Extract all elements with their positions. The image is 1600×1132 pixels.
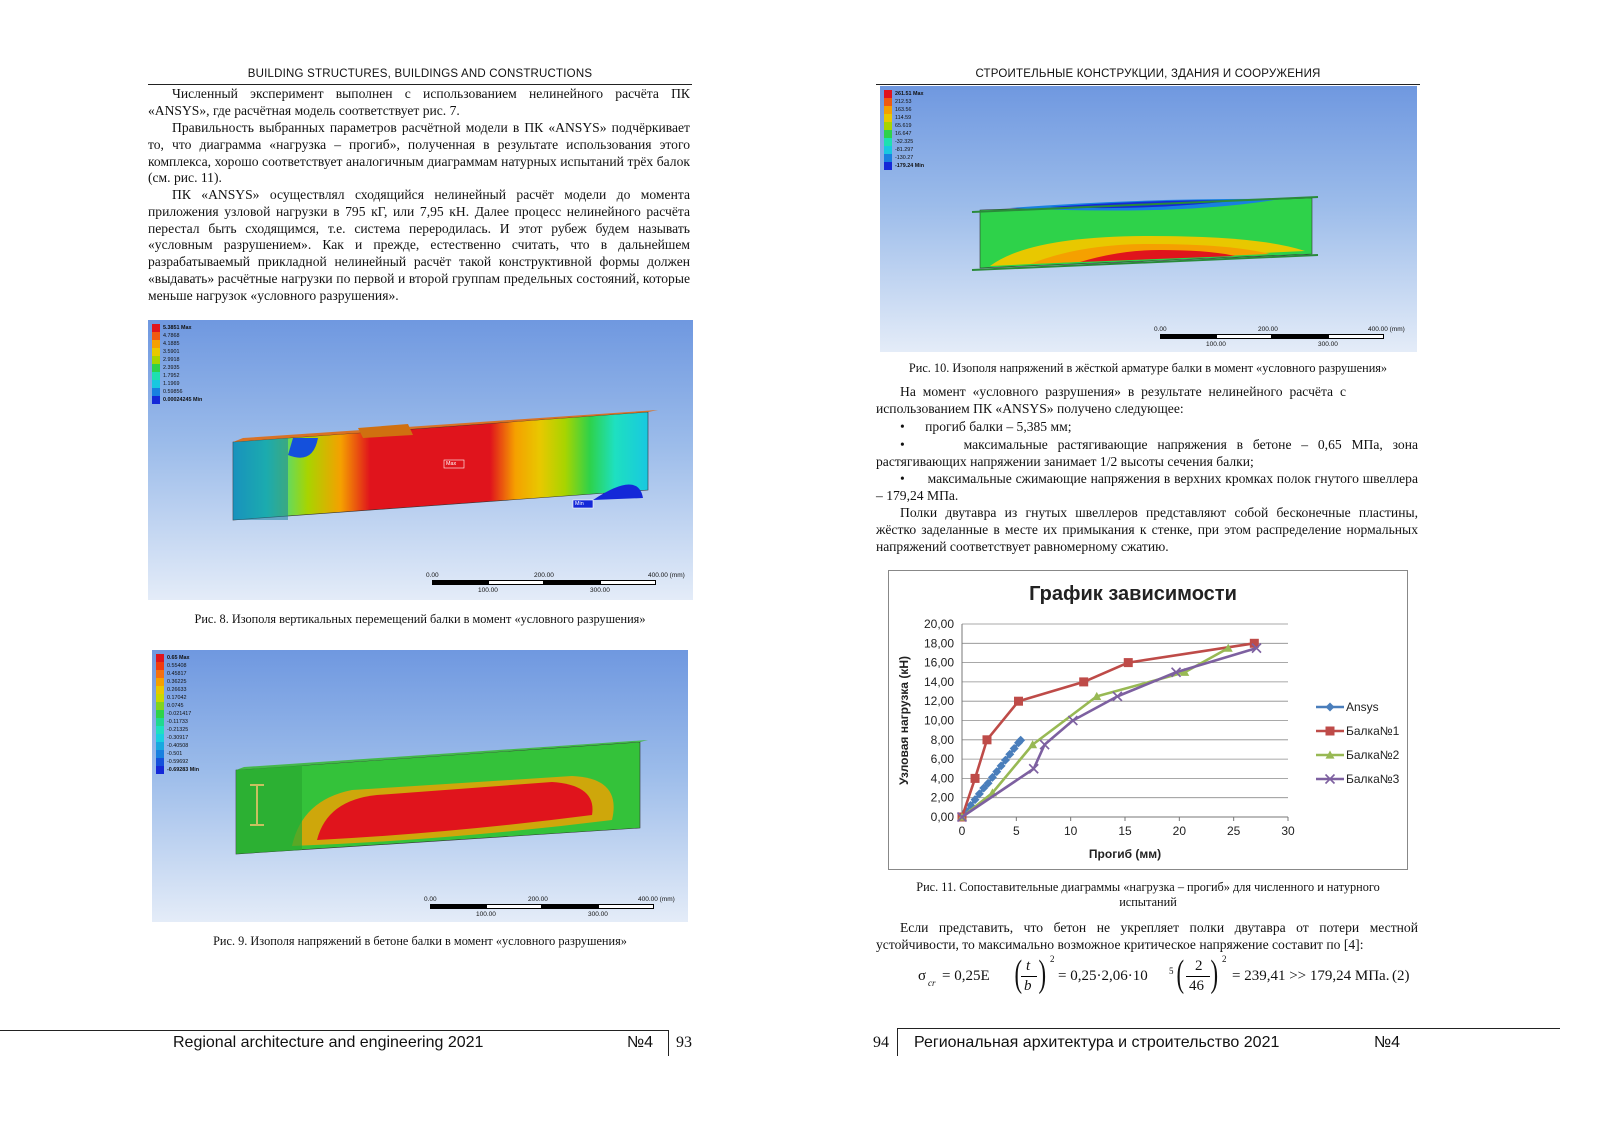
formula-exp2: 2	[1222, 954, 1227, 964]
results-item: • максимальные растягивающие напряжения в бетоне – 0,65 МПа, зона растягивающих напряжении занимает 1/2 высоты сечения балки;	[876, 436, 1419, 469]
fig9-beam	[152, 650, 688, 922]
fig9-scale-400: 400.00 (mm)	[638, 896, 675, 903]
legend-label: 0.0745	[167, 703, 184, 709]
formula-result: = 239,41 >> 179,24 МПа.	[1232, 968, 1390, 984]
legend-label: 212.53	[895, 99, 912, 105]
formula-subscript: cr	[928, 978, 936, 988]
fig10-caption: Рис. 10. Изополя напряжений в жёсткой арматуре балки в момент «условного разрушения»	[908, 361, 1388, 375]
legend-label: 0.65 Max	[167, 655, 190, 661]
fig9-scale-0: 0.00	[424, 896, 437, 903]
fig8-scale-400: 400.00 (mm)	[648, 572, 685, 579]
fig8-scale-200: 200.00	[534, 572, 554, 579]
legend-label: 65.619	[895, 123, 912, 129]
chart-frame	[889, 571, 1408, 870]
fig10-scale-0: 0.00	[1154, 326, 1167, 333]
legend-label: 2.3935	[163, 365, 180, 371]
legend-label: -81.297	[895, 147, 914, 153]
x-tick-label: 15	[1118, 824, 1132, 838]
right-flanges-paragraph: Полки двутавра из гнутых швеллеров представляют собой бесконечные пластины, жёстко заделанные в месте их примыкания к стенке, при этом распределение нормальных напряжений соответствует равномерному сжатию.	[876, 505, 1418, 554]
formula-exp10: 5	[1169, 966, 1174, 976]
fig9-scale-200: 200.00	[528, 896, 548, 903]
y-tick-label: 18,00	[923, 636, 954, 651]
legend-label: Балка№3	[1346, 772, 1400, 786]
legend-marker	[1326, 727, 1335, 736]
bullet-glyph: •	[900, 419, 926, 434]
legend-label: 0.55408	[167, 663, 187, 669]
left-footer-divider	[668, 1030, 669, 1056]
formula: σ cr = 0,25E ( t b ) 2 = 0,25·2,06·10 5 ( 2 46 ) 2 = 239,41 >> 179,24 МПа. (2)	[918, 953, 1410, 995]
legend-label: 0.00024245 Min	[163, 397, 203, 403]
left-footer-rule	[0, 1030, 668, 1031]
legend-label: 0.26633	[167, 687, 187, 693]
legend-label: -0.69283 Min	[167, 767, 200, 773]
fig9-image	[152, 650, 688, 922]
fig10-scale-100: 100.00	[1206, 341, 1226, 348]
fig9-scale-100: 100.00	[476, 911, 496, 918]
legend-label: 163.56	[895, 107, 912, 113]
legend-label: 1.1969	[163, 381, 180, 387]
legend-label: Балка№1	[1346, 724, 1400, 738]
fig10-scale-400: 400.00 (mm)	[1368, 326, 1405, 333]
legend-label: 1.7952	[163, 373, 180, 379]
y-tick-label: 20,00	[923, 617, 954, 631]
data-point	[1124, 658, 1133, 667]
results-item: • прогиб балки – 5,385 мм;	[900, 419, 1072, 434]
x-tick-label: 10	[1063, 824, 1078, 838]
right-critical-paragraph: Если представить, что бетон не укрепляет полки двутавра от потери местной устойчивости, то максимально возможное критическое напряжение составит по [4]:	[876, 920, 1418, 952]
right-footer-divider	[897, 1028, 898, 1056]
legend-label: 4.1885	[163, 341, 180, 347]
x-tick-label: 0	[958, 824, 966, 838]
right-footer-page-number: 94	[873, 1034, 889, 1051]
formula-part2: = 0,25·2,06·10	[1058, 968, 1148, 984]
y-tick-label: 14,00	[923, 674, 954, 689]
legend-label: -0.021417	[167, 711, 192, 717]
formula-den: 46	[1189, 978, 1204, 994]
formula-sigma: σ	[918, 968, 927, 984]
fig10-image	[880, 86, 1417, 352]
fig8-image	[148, 320, 693, 600]
legend-label: -0.30917	[167, 735, 189, 741]
x-tick-label: 30	[1281, 824, 1295, 838]
left-footer-journal: Regional architecture and engineering 2021	[173, 1034, 484, 1051]
right-intro-paragraph: На момент «условного разрушения» в результате нелинейного расчёта с использованием ПК «ANSYS» получено следующее:	[876, 384, 1346, 416]
results-list	[876, 419, 1418, 505]
bullet-glyph: •	[900, 471, 928, 487]
results-item: • максимальные сжимающие напряжения в верхних кромках полок гнутого швеллера – 179,24 МПа.	[876, 471, 1418, 504]
left-footer-issue: №4	[627, 1034, 654, 1051]
x-axis-label: Прогиб (мм)	[1088, 847, 1162, 861]
y-tick-label: 4,00	[930, 771, 954, 786]
fig10-steel-beam	[880, 86, 1417, 352]
left-head-rule	[148, 84, 692, 85]
legend-label: -32.325	[895, 139, 914, 145]
right-footer-journal: Региональная архитектура и строительство 2021	[914, 1034, 1280, 1051]
left-footer-page-number: 93	[676, 1034, 692, 1051]
y-tick-label: 16,00	[923, 655, 954, 670]
formula-exp1: 2	[1050, 954, 1055, 964]
fig8-scale-300: 300.00	[590, 587, 610, 594]
legend-label: 4.7868	[163, 333, 180, 339]
x-tick-label: 5	[1012, 824, 1020, 838]
legend-label: 114.59	[895, 115, 912, 121]
left-paragraph-2: Правильность выбранных параметров расчётной модели в ПК «ANSYS» подчёркивает то, что диаграмма «нагрузка – прогиб», полученная в результате использования этого комплекса, хорошо соответствует аналогичным диаграммам натурных испытаний трёх балок (см. рис. 11).	[148, 120, 690, 186]
fig10-scale-bar	[1154, 326, 1414, 348]
right-footer-rule	[898, 1028, 1560, 1029]
left-paragraph-3: ПК «ANSYS» осуществлял сходящийся нелинейный расчёт модели до момента приложения узловой нагрузки в 795 кГ, или 7,95 кН. Далее процесс нелинейного расчёта перестал быть сходящимся, т.е. система переродилась. И этот рубеж будем называть «условным разрушением». Как и прежде, естественно считать, что в дальнейшем разрабатываемый прикладной нелинейный расчёт такой конструктивной формы должен «выдавать» расчётные нагрузки по первой и второй группам предельных состояний, которые меньше нагрузок «условного разрушения».	[148, 187, 690, 303]
legend-label: -0.21325	[167, 727, 189, 733]
data-point	[971, 774, 980, 783]
left-paragraph-1: Численный эксперимент выполнен с использованием нелинейного расчёта ПК «ANSYS», где расчётная модель соответствует рис. 7.	[148, 86, 690, 118]
legend-label: -0.59692	[167, 759, 189, 765]
legend-label: 0.17042	[167, 695, 187, 701]
x-tick-label: 20	[1172, 824, 1187, 838]
formula-b: b	[1024, 978, 1032, 994]
fig8-scale-bar	[426, 572, 686, 594]
legend-label: Балка№2	[1346, 748, 1400, 762]
data-point	[1014, 697, 1023, 706]
fig8-scale-100: 100.00	[478, 587, 498, 594]
fig8-max-tag: Max	[446, 461, 457, 467]
fig8-caption: Рис. 8. Изополя вертикальных перемещений балки в момент «условного разрушения»	[194, 612, 646, 626]
right-running-head: СТРОИТЕЛЬНЫЕ КОНСТРУКЦИИ, ЗДАНИЯ И СООРУЖЕНИЯ	[975, 68, 1321, 80]
legend-label: -0.40508	[167, 743, 189, 749]
bullet-glyph: •	[900, 436, 964, 452]
fig10-scale-300: 300.00	[1318, 341, 1338, 348]
y-tick-label: 6,00	[930, 752, 954, 767]
legend-label: -179.24 Min	[895, 163, 925, 169]
formula-num: 2	[1195, 958, 1203, 974]
legend-label: 2.9918	[163, 357, 180, 363]
legend-label: Ansys	[1346, 700, 1379, 714]
fig8-min-tag: Min	[575, 501, 584, 507]
left-running-head: BUILDING STRUCTURES, BUILDINGS AND CONSTRUCTIONS	[247, 68, 593, 80]
y-tick-label: 10,00	[923, 713, 954, 728]
legend-label: 16.647	[895, 131, 912, 137]
data-point	[1079, 677, 1088, 686]
fig11-caption: Рис. 11. Сопоставительные диаграммы «нагрузка – прогиб» для численного и натурного испытаний	[916, 880, 1380, 909]
legend-label: 5.3851 Max	[163, 325, 192, 331]
y-axis-label: Узловая нагрузка (кН)	[897, 656, 911, 785]
fig8-scale-0: 0.00	[426, 572, 439, 579]
x-tick-label: 25	[1226, 824, 1241, 838]
formula-t: t	[1026, 958, 1031, 974]
data-point	[982, 735, 991, 744]
legend-label: -0.501	[167, 751, 183, 757]
legend-label: 261.51 Max	[895, 91, 924, 97]
formula-part1: = 0,25E	[942, 968, 990, 984]
fig9-scale-300: 300.00	[588, 911, 608, 918]
y-tick-label: 8,00	[930, 732, 954, 747]
chart-title: График зависимости	[1029, 583, 1237, 605]
fig10-scale-200: 200.00	[1258, 326, 1278, 333]
fig9-caption: Рис. 9. Изополя напряжений в бетоне балки в момент «условного разрушения»	[213, 934, 627, 948]
formula-number: (2)	[1392, 968, 1410, 984]
legend-label: -0.11733	[167, 719, 188, 725]
fig8-beam	[148, 320, 693, 600]
fig11-chart	[888, 570, 1408, 870]
legend-label: 0.59856	[163, 389, 183, 395]
y-tick-label: 12,00	[923, 694, 954, 709]
fig9-scale-bar	[424, 896, 684, 918]
legend-label: 0.45817	[167, 671, 187, 677]
y-tick-label: 0,00	[930, 810, 954, 824]
y-tick-label: 2,00	[930, 790, 954, 805]
legend-label: 0.36225	[167, 679, 187, 685]
right-footer-issue: №4	[1374, 1034, 1401, 1051]
right-head-rule	[876, 84, 1420, 85]
legend-label: -130.27	[895, 155, 914, 161]
legend-label: 3.5901	[163, 349, 180, 355]
